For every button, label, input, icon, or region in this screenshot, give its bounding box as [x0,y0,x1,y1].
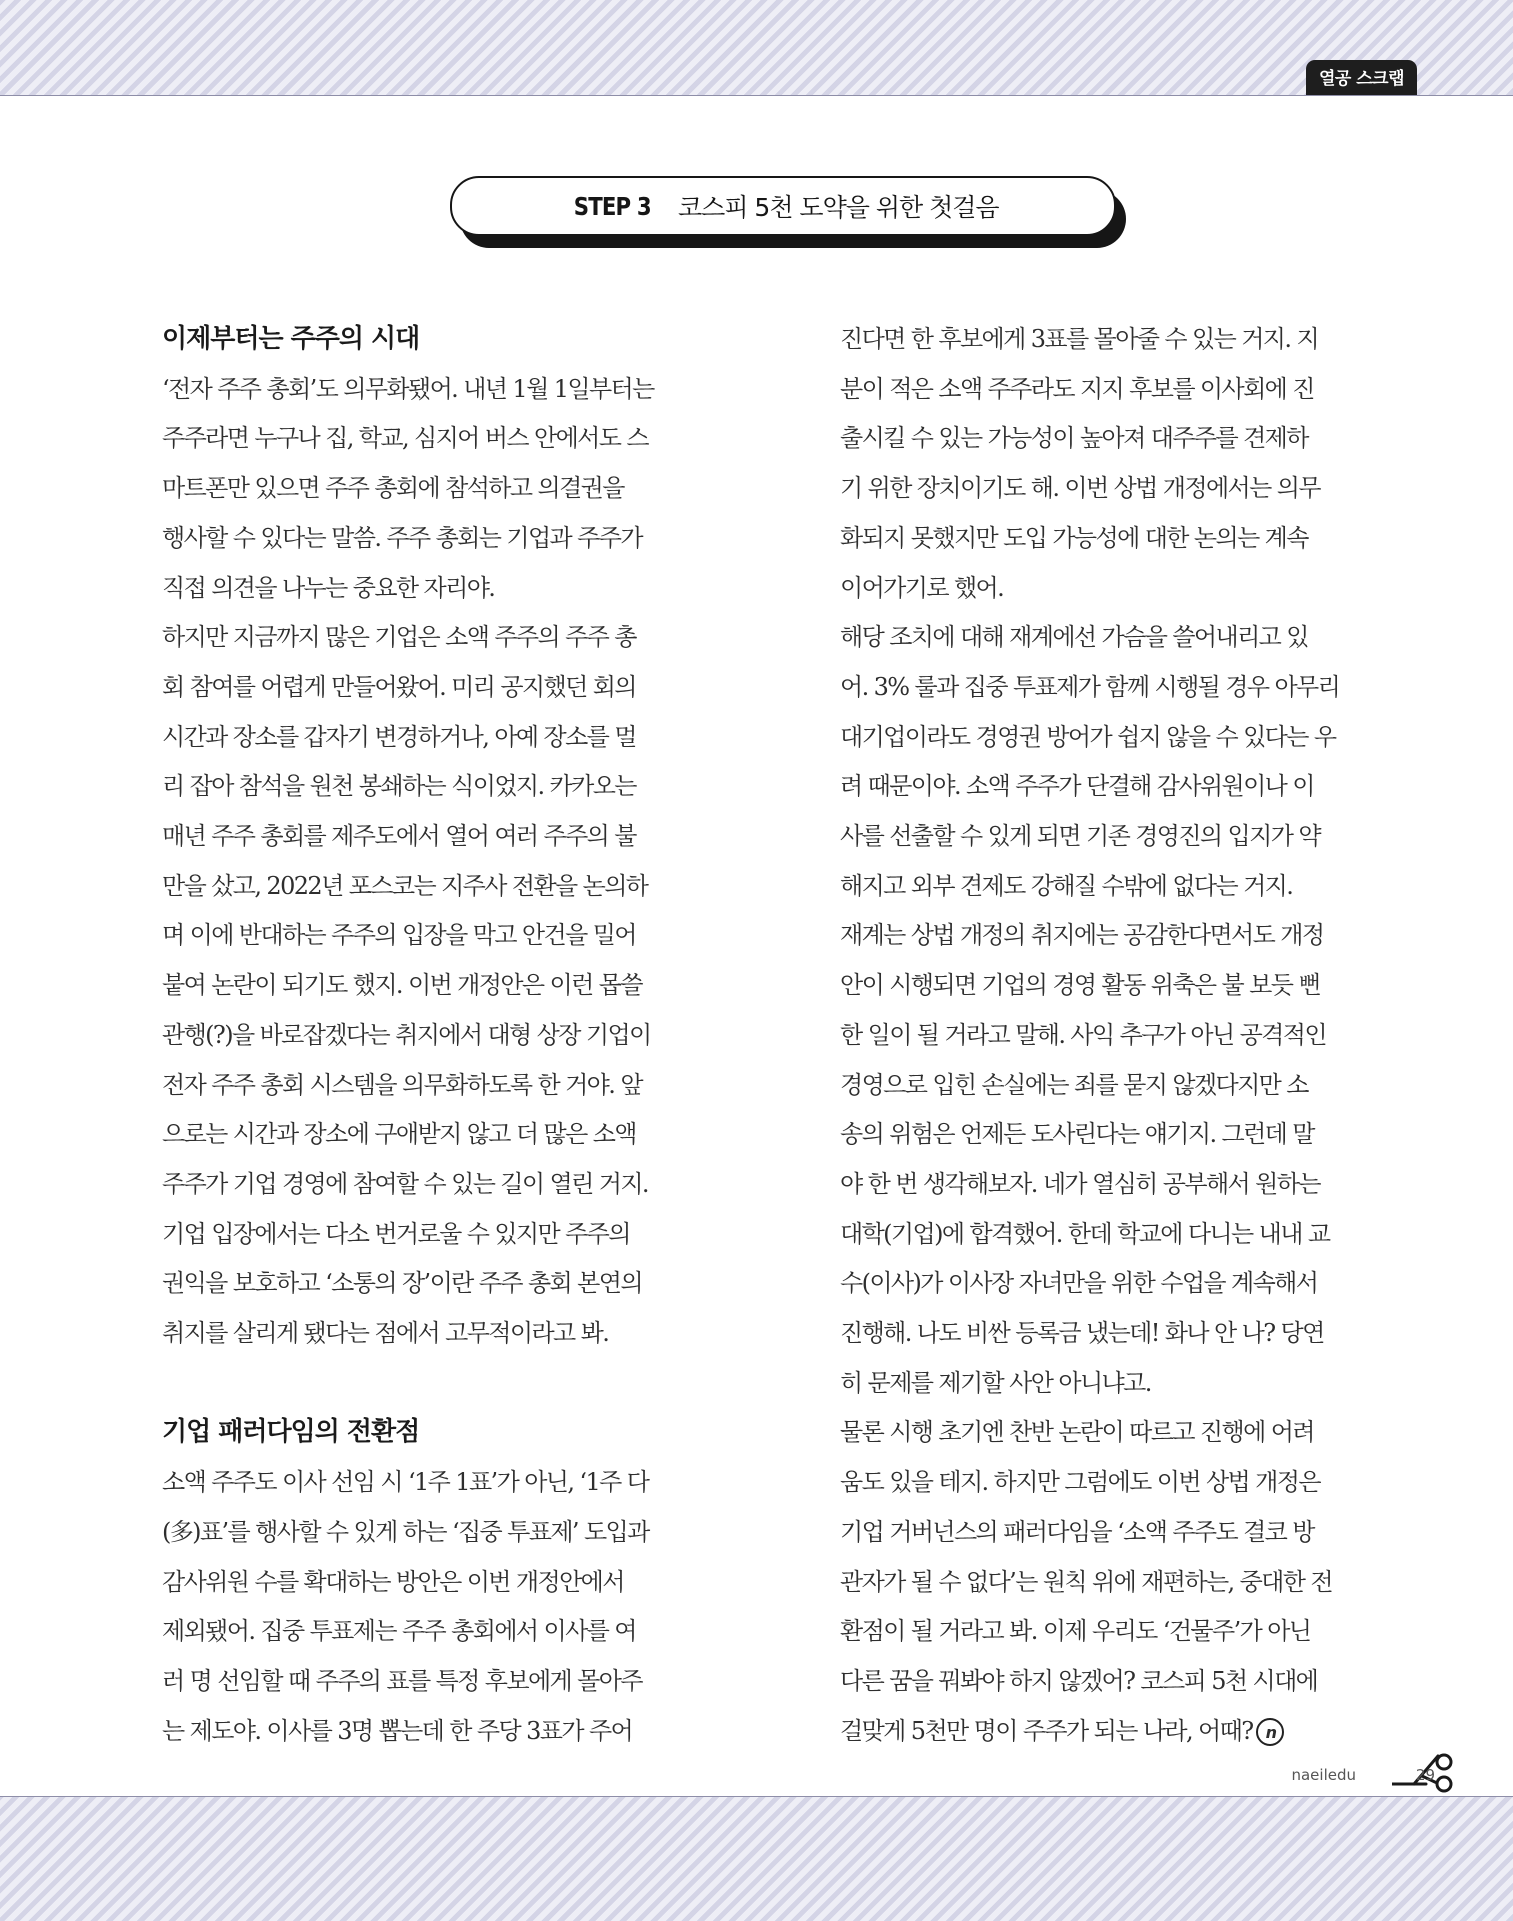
text-line: 시간과 장소를 갑자기 변경하거나, 아예 장소를 멀 [162,722,636,751]
step-title: 코스피 5천 도약을 위한 첫걸음 [678,193,999,222]
text-line: 감사위원 수를 확대하는 방안은 이번 개정안에서 [162,1567,624,1596]
text-line: 걸맞게 5천만 명이 주주가 되는 나라, 어때? [840,1716,1253,1745]
step-banner-pill [450,176,1116,236]
top-pattern-band [0,0,1513,96]
text-line: 기 위한 장치이기도 해. 이번 상법 개정에서는 의무 [840,474,1320,503]
text-line: 주주라면 누구나 집, 학교, 심지어 버스 안에서도 스 [162,424,648,453]
section-heading-paradigm-shift: 기업 패러다임의 전환점 [162,1417,420,1448]
text-line: 이어가기로 했어. [840,573,1004,602]
text-line: 제외됐어. 집중 투표제는 주주 총회에서 이사를 여 [162,1617,636,1646]
text-line: 매년 주주 총회를 제주도에서 열어 여러 주주의 불 [162,822,636,851]
text-line: 주주가 기업 경영에 참여할 수 있는 길이 열린 거지. [162,1169,648,1198]
text-line: 기업 입장에서는 다소 번거로울 수 있지만 주주의 [162,1219,630,1248]
step-number: STEP 3 [574,191,652,221]
text-line: 취지를 살리게 됐다는 점에서 고무적이라고 봐. [162,1319,609,1348]
text-line: 는 제도야. 이사를 3명 뽑는데 한 주당 3표가 주어 [162,1716,633,1745]
text-line: 송의 위험은 언제든 도사린다는 얘기지. 그런데 말 [840,1120,1314,1149]
text-line: 분이 적은 소액 주주라도 지지 후보를 이사회에 진 [840,374,1314,403]
text-line: 사를 선출할 수 있게 되면 기존 경영진의 입지가 약 [840,822,1320,851]
body-paragraph [840,315,1420,1756]
right-column [840,315,1420,1756]
text-line: 하지만 지금까지 많은 기업은 소액 주주의 주주 총 [162,623,636,652]
text-line: 회 참여를 어렵게 만들어왔어. 미리 공지했던 회의 [162,672,636,701]
section-spacer [162,1359,742,1409]
section-heading-shareholder-era: 이제부터는 주주의 시대 [162,324,420,354]
text-line: 해지고 외부 견제도 강해질 수밖에 없다는 거지. [840,871,1293,900]
text-line: 행사할 수 있다는 말씀. 주주 총회는 기업과 주주가 [162,523,642,552]
text-line: ‘전자 주주 총회’도 의무화됐어. 내년 1월 1일부터는 [162,374,654,403]
text-line: 소액 주주도 이사 선임 시 ‘1주 1표’가 아닌, ‘1주 다 [162,1468,649,1497]
text-line-last [840,1707,1420,1757]
text-line: 다른 꿈을 꿔봐야 하지 않겠어? 코스피 5천 시대에 [840,1666,1318,1695]
text-line: 출시킬 수 있는 가능성이 높아져 대주주를 견제하 [840,424,1308,453]
text-line: 려 때문이야. 소액 주주가 단결해 감사위원이나 이 [840,772,1314,801]
text-line: 붙여 논란이 되기도 했지. 이번 개정안은 이런 몹쓸 [162,971,642,1000]
text-line: 수(이사)가 이사장 자녀만을 위한 수업을 계속해서 [840,1269,1318,1298]
text-line: 리 잡아 참석을 원천 봉쇄하는 식이었지. 카카오는 [162,772,636,801]
body-paragraph [162,365,742,1359]
text-line: 관자가 될 수 없다’는 원칙 위에 재편하는, 중대한 전 [840,1567,1332,1596]
page-number: 29 [1415,1766,1435,1784]
text-line: 대기업이라도 경영권 방어가 쉽지 않을 수 있다는 우 [840,722,1336,751]
text-line: 움도 있을 테지. 하지만 그럼에도 이번 상법 개정은 [840,1468,1320,1497]
text-line: 히 문제를 제기할 사안 아니냐고. [840,1368,1151,1397]
text-line: (多)표’를 행사할 수 있게 하는 ‘집중 투표제’ 도입과 [162,1517,649,1546]
text-line: 마트폰만 있으면 주주 총회에 참석하고 의결권을 [162,474,624,503]
text-line: 화되지 못했지만 도입 가능성에 대한 논의는 계속 [840,523,1308,552]
left-column [162,315,742,1756]
text-line: 환점이 될 거라고 봐. 이제 우리도 ‘건물주’가 아닌 [840,1617,1311,1646]
text-line: 안이 시행되면 기업의 경영 활동 위축은 불 보듯 뻔 [840,971,1320,1000]
bottom-pattern-band [0,1796,1513,1921]
text-line: 관행(?)을 바로잡겠다는 취지에서 대형 상장 기업이 [162,1020,651,1049]
text-line: 야 한 번 생각해보자. 네가 열심히 공부해서 원하는 [840,1169,1320,1198]
text-line: 직접 의견을 나누는 중요한 자리야. [162,573,495,602]
text-line: 한 일이 될 거라고 말해. 사익 추구가 아닌 공격적인 [840,1020,1326,1049]
text-line: 전자 주주 총회 시스템을 의무화하도록 한 거야. 앞 [162,1070,642,1099]
text-line: 대학(기업)에 합격했어. 한데 학교에 다니는 내내 교 [840,1219,1330,1248]
footer-brand: naeiledu [1291,1766,1356,1784]
text-line: 해당 조치에 대해 재계에선 가슴을 쓸어내리고 있 [840,623,1308,652]
text-line: 권익을 보호하고 ‘소통의 장’이란 주주 총회 본연의 [162,1269,642,1298]
text-line: 물론 시행 초기엔 찬반 논란이 따르고 진행에 어려 [840,1418,1314,1447]
text-line: 진행해. 나도 비싼 등록금 냈는데! 화나 안 나? 당연 [840,1319,1324,1348]
text-line: 러 명 선임할 때 주주의 표를 특정 후보에게 몰아주 [162,1666,642,1695]
text-line: 어. 3% 룰과 집중 투표제가 함께 시행될 경우 아무리 [840,672,1340,701]
body-paragraph [162,1458,742,1756]
text-line: 며 이에 반대하는 주주의 입장을 막고 안건을 밀어 [162,921,636,950]
section-badge: 열공 스크랩 [1306,60,1417,95]
text-line: 으로는 시간과 장소에 구애받지 않고 더 많은 소액 [162,1120,636,1149]
text-line: 진다면 한 후보에게 3표를 몰아줄 수 있는 거지. 지 [840,325,1319,353]
text-line: 재계는 상법 개정의 취지에는 공감한다면서도 개정 [840,921,1324,950]
text-line: 기업 거버넌스의 패러다임을 ‘소액 주주도 결코 방 [840,1517,1314,1546]
text-line: 만을 샀고, 2022년 포스코는 지주사 전환을 논의하 [162,871,648,900]
text-line: 경영으로 입힌 손실에는 죄를 묻지 않겠다지만 소 [840,1070,1308,1099]
article-end-mark-icon: n [1256,1718,1284,1746]
step-banner [450,176,1126,250]
